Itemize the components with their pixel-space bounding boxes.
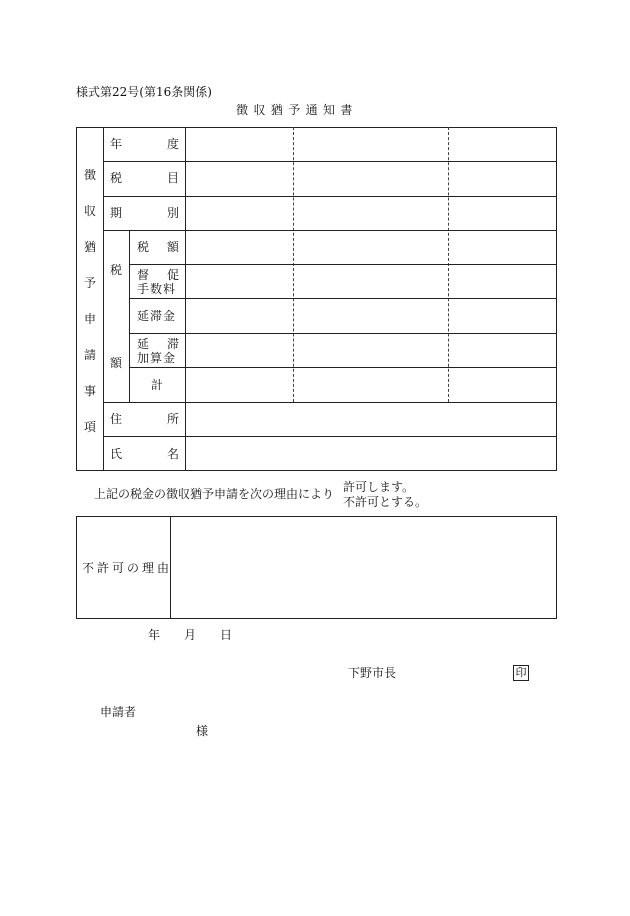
side-label-application-items: 徴 収 猶 予 申 請 事 項 [83,168,96,434]
issuer-title: 下野市長 [348,666,397,680]
label-name: 氏 名 [110,447,179,461]
label-late-surcharge: 延 滞 加算金 [137,337,179,365]
decision-statement: 上記の税金の徴収猶予申請を次の理由により [94,487,335,501]
honorific: 様 [196,724,209,738]
applicant-label: 申請者 [100,705,137,719]
seal-mark: 印 [513,665,529,681]
option-permitted: 許可します。 [343,480,415,494]
date-day-label: 日 [220,628,233,642]
date-month-label: 月 [184,628,197,642]
option-not-permitted: 不許可とする。 [343,495,428,509]
date-year-label: 年 [148,628,161,642]
label-late-fee: 延滞金 [137,309,177,323]
form-number: 様式第22号(第16条関係) [76,85,212,99]
label-fiscal-year: 年 度 [110,137,179,151]
label-total: 計 [151,378,164,392]
label-dunning-fee: 督 促 手数料 [137,268,179,296]
label-tax-amount: 税 額 [137,240,179,254]
document-title: 徴収猶予通知書 [236,103,358,117]
label-period: 期 別 [110,206,179,220]
label-tax-amount-group: 税 [110,263,123,277]
label-tax-amount-group-2: 額 [110,356,123,370]
label-tax-item: 税 目 [110,171,179,185]
label-address: 住 所 [110,412,179,426]
label-rejection-reason: 不許可の理由 [82,561,173,575]
